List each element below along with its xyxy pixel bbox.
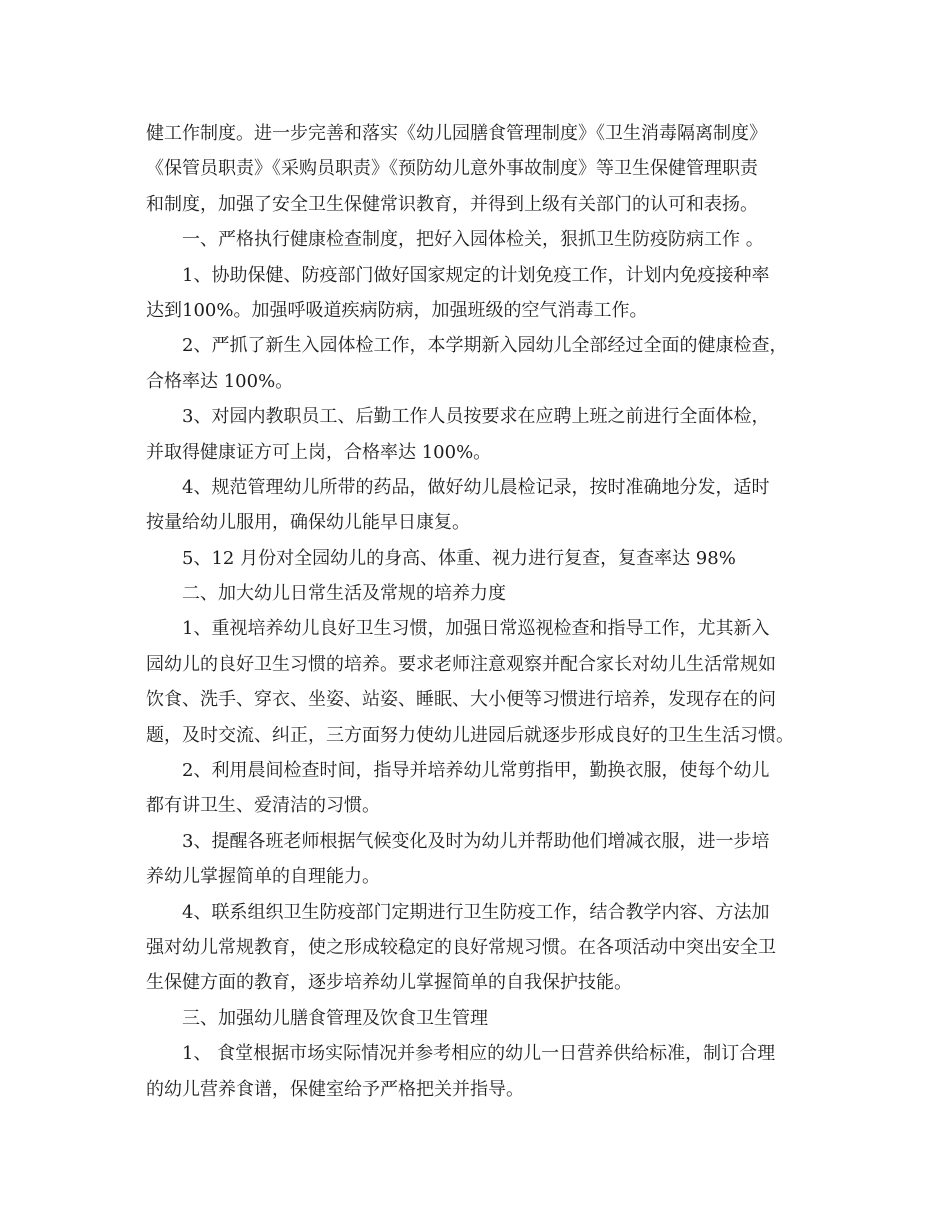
text-line: 生保健方面的教育，逐步培养幼儿掌握简单的自我保护技能。: [146, 972, 632, 994]
text-line: 养幼儿掌握简单的自理能力。: [146, 866, 380, 888]
text-line: 三、加强幼儿膳食管理及饮食卫生管理: [182, 1007, 488, 1029]
text-line: 饮食、洗手、穿衣、坐姿、站姿、睡眠、大小便等习惯进行培养，发现存在的问: [146, 689, 776, 711]
text-line: 《保管员职责》《采购员职责》《预防幼儿意外事故制度》等卫生保健管理职责: [146, 158, 758, 180]
text-line: 1、重视培养幼儿良好卫生习惯，加强日常巡视检查和指导工作，尤其新入: [182, 618, 770, 640]
text-line: 4、联系组织卫生防疫部门定期进行卫生防疫工作，结合教学内容、方法加: [182, 901, 770, 923]
text-line: 3、提醒各班老师根据气候变化及时为幼儿并帮助他们增减衣服，进一步培: [182, 830, 770, 852]
text-line: 园幼儿的良好卫生习惯的培养。要求老师注意观察并配合家长对幼儿生活常规如: [146, 653, 776, 675]
text-line: 二、加大幼儿日常生活及常规的培养力度: [182, 583, 506, 605]
document-body: [146, 116, 818, 1107]
text-line: 4、规范管理幼儿所带的药品，做好幼儿晨检记录，按时准确地分发，适时: [182, 476, 770, 498]
text-line: 5、12 月份对全园幼儿的身高、体重、视力进行复查，复查率达 98%: [182, 547, 736, 569]
text-line: 一、严格执行健康检查制度，把好入园体检关，狠抓卫生防疫防病工作 。: [182, 229, 764, 251]
text-line: 2、严抓了新生入园体检工作，本学期新入园幼儿全部经过全面的健康检查，: [182, 335, 788, 357]
text-line: 并取得健康证方可上岗，合格率达 100%。: [146, 441, 492, 463]
text-line: 的幼儿营养食谱，保健室给予严格把关并指导。: [146, 1078, 524, 1100]
text-line: 2、利用晨间检查时间，指导并培养幼儿常剪指甲，勤换衣服，使每个幼儿: [182, 760, 770, 782]
text-line: 都有讲卫生、爱清洁的习惯。: [146, 795, 380, 817]
text-line: 按量给幼儿服用，确保幼儿能早日康复。: [146, 512, 470, 534]
text-line: 合格率达 100%。: [146, 370, 294, 392]
text-line: 达到100%。加强呼吸道疾病防病，加强班级的空气消毒工作。: [146, 299, 648, 321]
text-line: 题，及时交流、纠正，三方面努力使幼儿进园后就逐步形成良好的卫生生活习惯。: [146, 724, 794, 746]
text-line: 强对幼儿常规教育，使之形成较稳定的良好常规习惯。在各项活动中突出安全卫: [146, 936, 776, 958]
text-line: 和制度，加强了安全卫生保健常识教育，并得到上级有关部门的认可和表扬。: [146, 193, 758, 215]
text-line: 1、 食堂根据市场实际情况并参考相应的幼儿一日营养供给标准，制订合理: [182, 1043, 776, 1065]
text-line: 1、协助保健、防疫部门做好国家规定的计划免疫工作，计划内免疫接种率: [182, 264, 770, 286]
text-line: 健工作制度。进一步完善和落实《幼儿园膳食管理制度》《卫生消毒隔离制度》: [146, 123, 767, 144]
text-line: 3、对园内教职员工、后勤工作人员按要求在应聘上班之前进行全面体检，: [182, 406, 770, 428]
